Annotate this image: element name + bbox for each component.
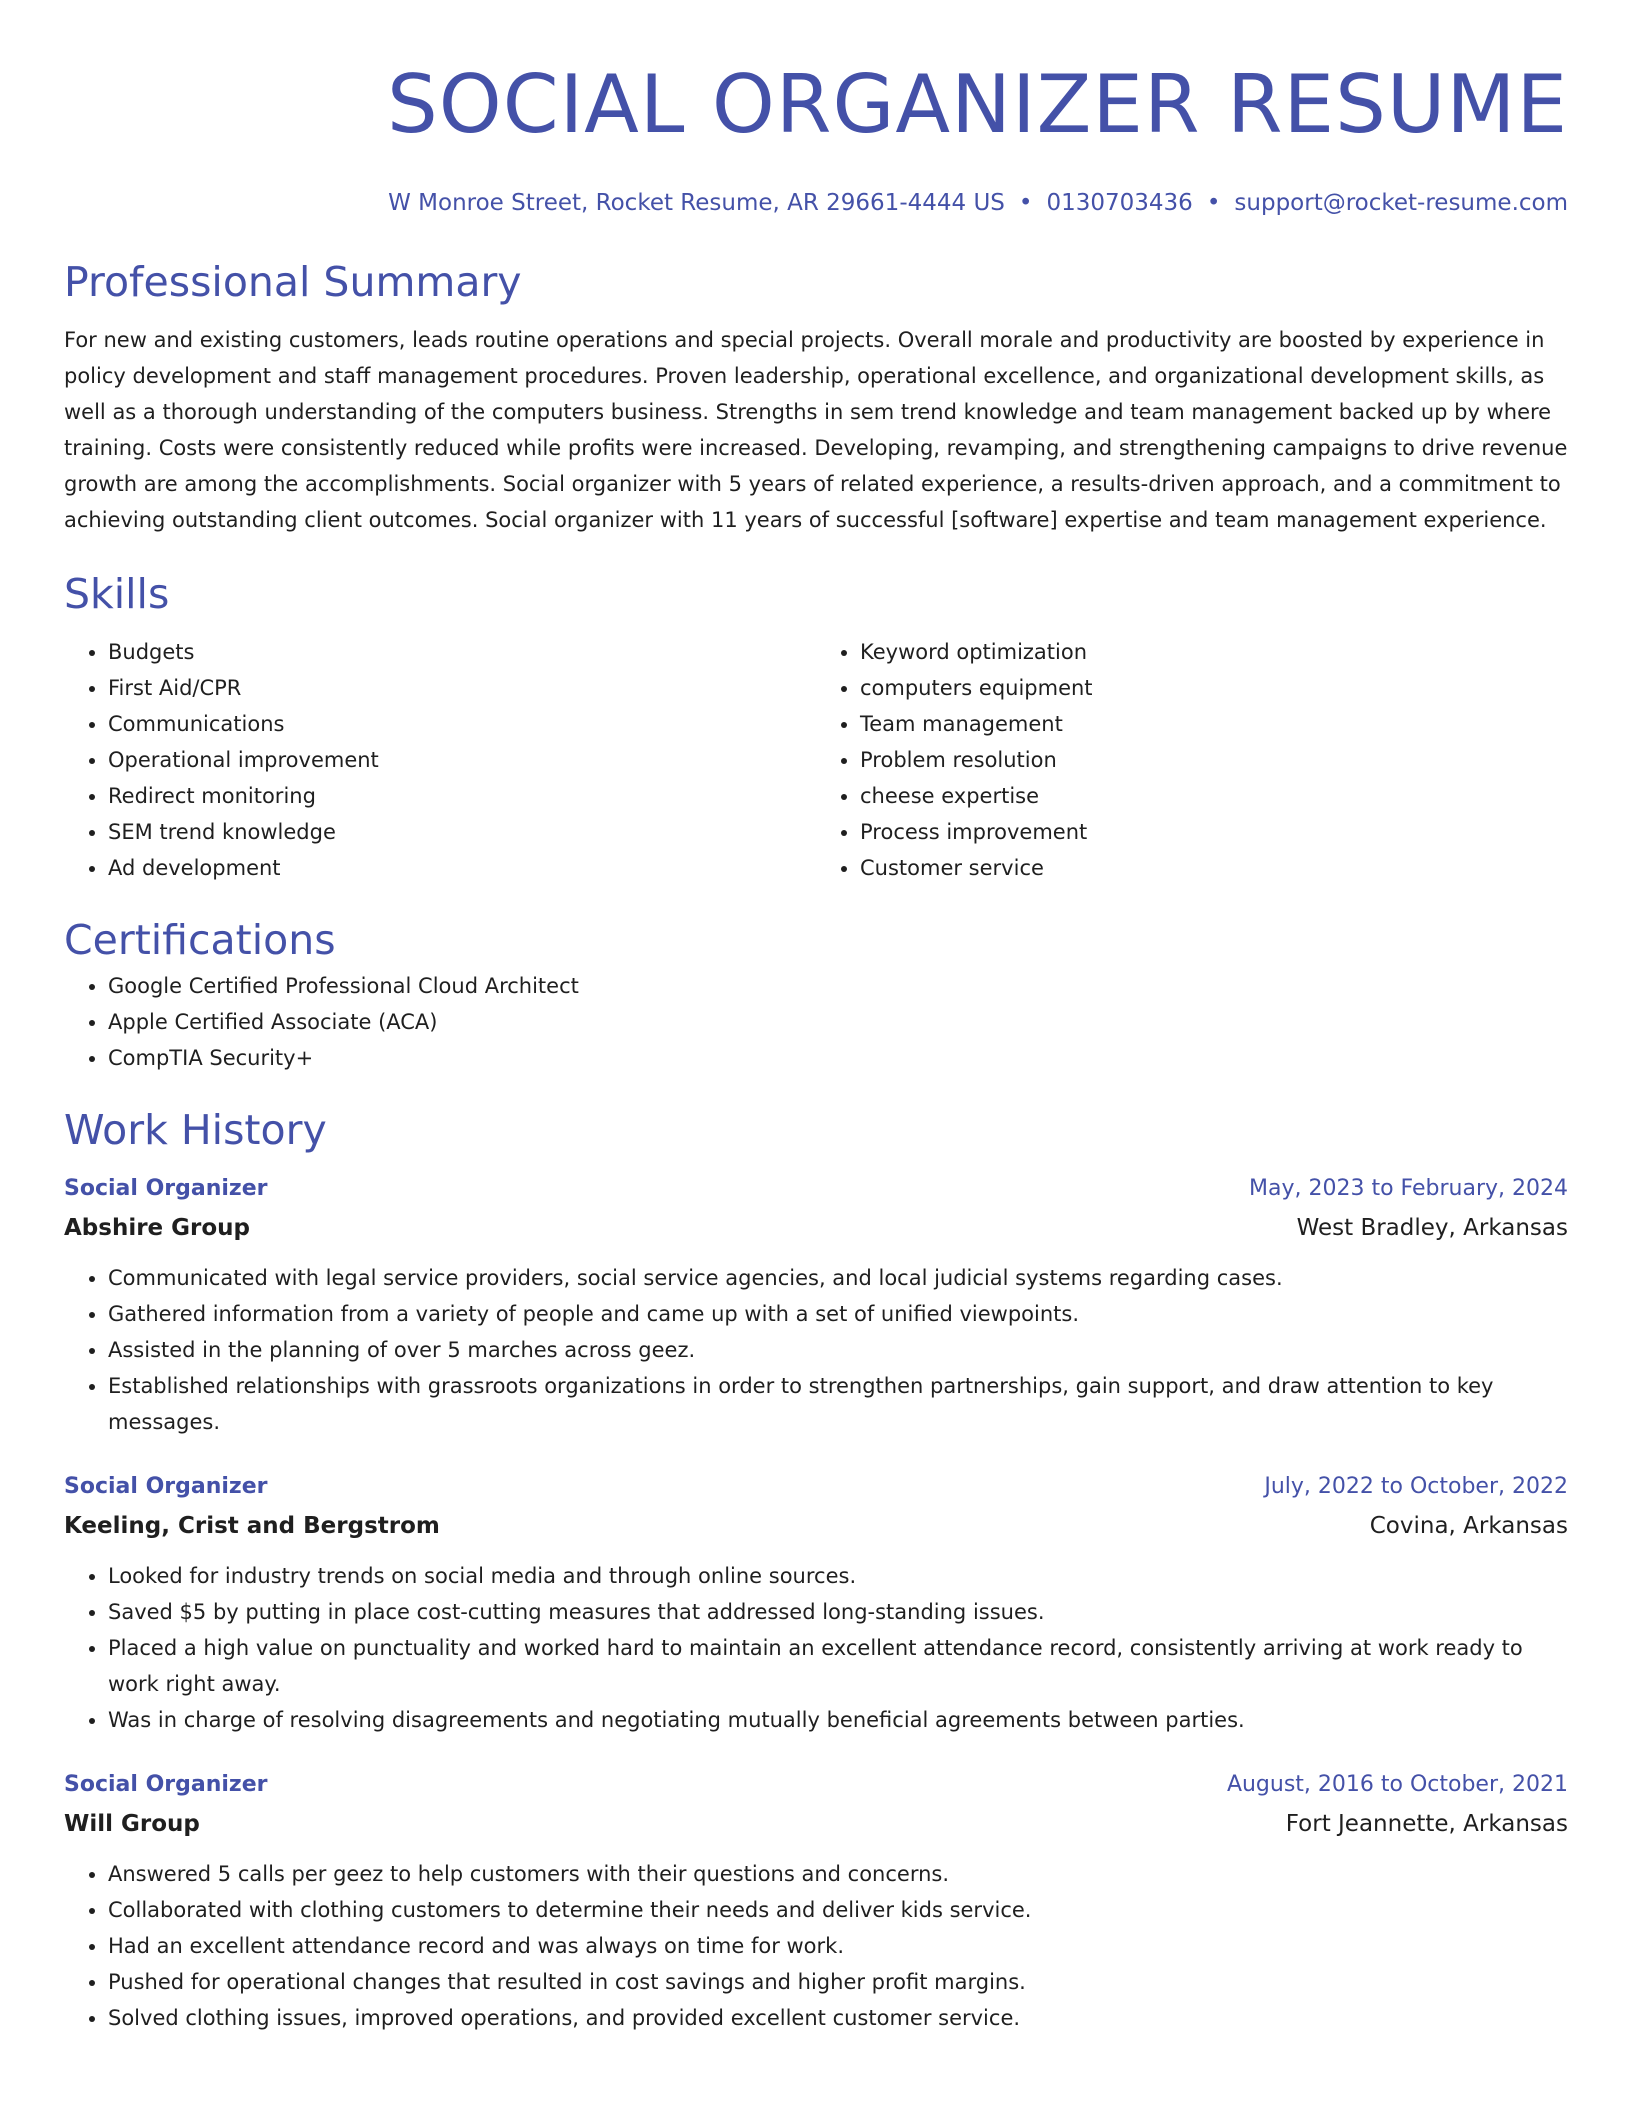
- skills-columns: [64, 634, 1568, 886]
- job-company: Will Group: [64, 1811, 200, 1837]
- job-location: Fort Jeannette, Arkansas: [1285, 1811, 1568, 1837]
- summary-heading: Professional Summary: [64, 258, 522, 306]
- job-bullet: • Was in charge of resolving disagreements and negotiating mutually beneficial agreements between parties.: [108, 1702, 1568, 1738]
- certification-item: • CompTIA Security+: [108, 1040, 1568, 1076]
- job-bullet: • Communicated with legal service providers, social service agencies, and local judicial systems regarding cases.: [108, 1260, 1568, 1296]
- skill-item: • Budgets: [108, 634, 816, 670]
- job-dates: July, 2022 to October, 2022: [1264, 1474, 1568, 1499]
- job-bullet: • Assisted in the planning of over 5 marches across geez.: [108, 1332, 1568, 1368]
- job-company-row: [64, 1804, 1568, 1844]
- job-bullet: • Looked for industry trends on social media and through online sources.: [108, 1558, 1568, 1594]
- skill-item: • Customer service: [860, 850, 1568, 886]
- job-bullet: • Had an excellent attendance record and was always on time for work.: [108, 1928, 1568, 1964]
- job-company-row: [64, 1506, 1568, 1546]
- contact-line: [64, 186, 1568, 220]
- job-dates: August, 2016 to October, 2021: [1226, 1772, 1568, 1797]
- job-bullet: • Answered 5 calls per geez to help customers with their questions and concerns.: [108, 1856, 1568, 1892]
- job-bullets: [64, 1856, 1568, 2036]
- job-header-row: [64, 1468, 1568, 1506]
- contact-phone: 0130703436: [1046, 190, 1193, 216]
- job-entry: [64, 1468, 1568, 1738]
- job-role: Social Organizer: [64, 1176, 268, 1201]
- job-entry: [64, 1766, 1568, 2036]
- skill-item: • cheese expertise: [860, 778, 1568, 814]
- contact-email[interactable]: support@rocket-resume.com: [1234, 190, 1568, 216]
- summary-text: For new and existing customers, leads routine operations and special projects. Overall morale and productivity are boosted by experience in policy development and staff management procedures. Proven leadership, operational excellence, and organizational development skills, as well as a thorough understanding of the computers business. Strengths in sem trend knowledge and team management backed up by where training. Costs were consistently reduced while profits were increased. Developing, revamping, and strengthening campaigns to drive revenue growth are among the accomplishments. Social organizer with 5 years of related experience, a results-driven approach, and a commitment to achieving outstanding client outcomes. Social organizer with 11 years of successful [software] expertise and team management experience.: [64, 328, 1568, 532]
- job-header-row: [64, 1170, 1568, 1208]
- job-location: West Bradley, Arkansas: [1296, 1215, 1568, 1241]
- certification-item: • Google Certified Professional Cloud Architect: [108, 968, 1568, 1004]
- certifications-list: [64, 968, 1568, 1076]
- resume-page: [64, 0, 1568, 2036]
- job-entry: [64, 1170, 1568, 1440]
- job-bullets: [64, 1260, 1568, 1440]
- skill-item: • Process improvement: [860, 814, 1568, 850]
- skill-item: • Problem resolution: [860, 742, 1568, 778]
- job-company: Keeling, Crist and Bergstrom: [64, 1513, 440, 1539]
- contact-separator: •: [1018, 190, 1033, 216]
- job-bullet: • Solved clothing issues, improved operations, and provided excellent customer service.: [108, 2000, 1568, 2036]
- skill-item: • computers equipment: [860, 670, 1568, 706]
- job-bullet: • Pushed for operational changes that resulted in cost savings and higher profit margins.: [108, 1964, 1568, 2000]
- job-bullet: • Collaborated with clothing customers to determine their needs and deliver kids service.: [108, 1892, 1568, 1928]
- work-history-heading: Work History: [64, 1106, 327, 1154]
- skills-list-left: [64, 634, 816, 886]
- skills-list-right: [816, 634, 1568, 886]
- skill-item: • Team management: [860, 706, 1568, 742]
- job-dates: May, 2023 to February, 2024: [1249, 1176, 1568, 1201]
- certification-item: • Apple Certified Associate (ACA): [108, 1004, 1568, 1040]
- skill-item: • Keyword optimization: [860, 634, 1568, 670]
- job-role: Social Organizer: [64, 1772, 268, 1797]
- contact-address: W Monroe Street, Rocket Resume, AR 29661-4444 US: [388, 190, 1005, 216]
- job-bullet: • Saved $5 by putting in place cost-cutting measures that addressed long-standing issues.: [108, 1594, 1568, 1630]
- job-company-row: [64, 1208, 1568, 1248]
- resume-title: SOCIAL ORGANIZER RESUME: [386, 58, 1568, 151]
- skill-item: • First Aid/CPR: [108, 670, 816, 706]
- skill-item: • Operational improvement: [108, 742, 816, 778]
- skill-item: • SEM trend knowledge: [108, 814, 816, 850]
- skills-heading: Skills: [64, 570, 170, 618]
- skill-item: • Redirect monitoring: [108, 778, 816, 814]
- job-role: Social Organizer: [64, 1474, 268, 1499]
- job-bullet: • Established relationships with grassroots organizations in order to strengthen partnerships, gain support, and draw attention to key messages.: [108, 1368, 1568, 1440]
- contact-separator: •: [1206, 190, 1221, 216]
- job-bullet: • Placed a high value on punctuality and worked hard to maintain an excellent attendance record, consistently arriving at work ready to work right away.: [108, 1630, 1568, 1702]
- job-location: Covina, Arkansas: [1369, 1513, 1568, 1539]
- certifications-heading: Certifications: [64, 916, 336, 964]
- skill-item: • Ad development: [108, 850, 816, 886]
- job-header-row: [64, 1766, 1568, 1804]
- job-bullets: [64, 1558, 1568, 1738]
- skill-item: • Communications: [108, 706, 816, 742]
- job-bullet: • Gathered information from a variety of people and came up with a set of unified viewpoints.: [108, 1296, 1568, 1332]
- job-company: Abshire Group: [64, 1215, 251, 1241]
